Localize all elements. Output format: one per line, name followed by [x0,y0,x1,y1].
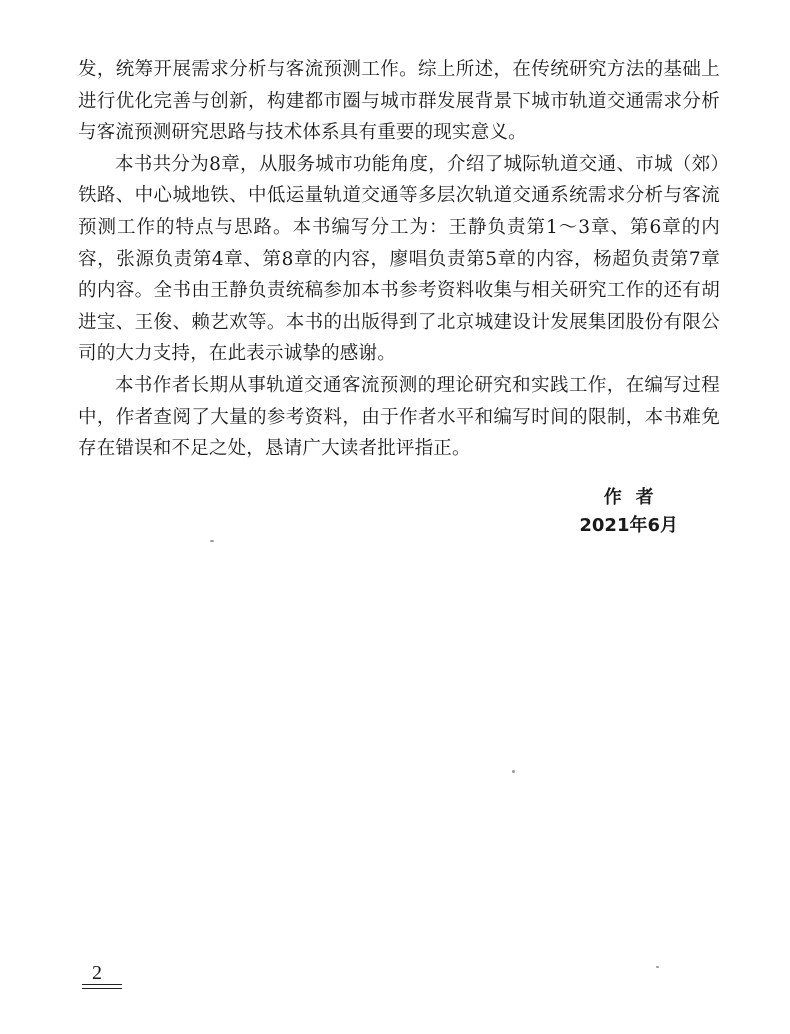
print-speck [512,770,515,773]
footer-rule-bottom [82,988,122,989]
paragraph-2: 本书共分为8章，从服务城市功能角度，介绍了城际轨道交通、市城（郊）铁路、中心城地铁、中低运量轨道交通等多层次轨道交通系统需求分析与客流预测工作的特点与思路。本书编写分工为：王静负责第1～3章、第6章的内容，张源负责第4章、第8章的内容，廖唱负责第5章的内容，杨超负责第7章的内容。全书由王静负责统稿参加本书参考资料收集与相关研究工作的还有胡进宝、王俊、赖艺欢等。本书的出版得到了北京城建设计发展集团股份有限公司的大力支持，在此表示诚挚的感谢。 [78,153,720,365]
print-speck [656,966,659,968]
print-speck [210,540,214,542]
preface-body [78,54,720,465]
page-number: 2 [92,962,102,984]
signature-block [579,484,678,540]
paragraph-1: 发，统筹开展需求分析与客流预测工作。综上所述，在传统研究方法的基础上进行优化完善与创新，构建都市圈与城市群发展背景下城市轨道交通需求分析与客流预测研究思路与技术体系具有重要的现实意义。 [78,59,720,144]
signature-date: 2021年6月 [579,515,678,536]
footer-rule-top [82,984,122,985]
signature-author: 作者 [603,487,668,508]
paragraph-3: 本书作者长期从事轨道交通客流预测的理论研究和实践工作，在编写过程中，作者查阅了大量的参考资料，由于作者水平和编写时间的限制，本书难免存在错误和不足之处，恳请广大读者批评指正。 [78,374,720,460]
